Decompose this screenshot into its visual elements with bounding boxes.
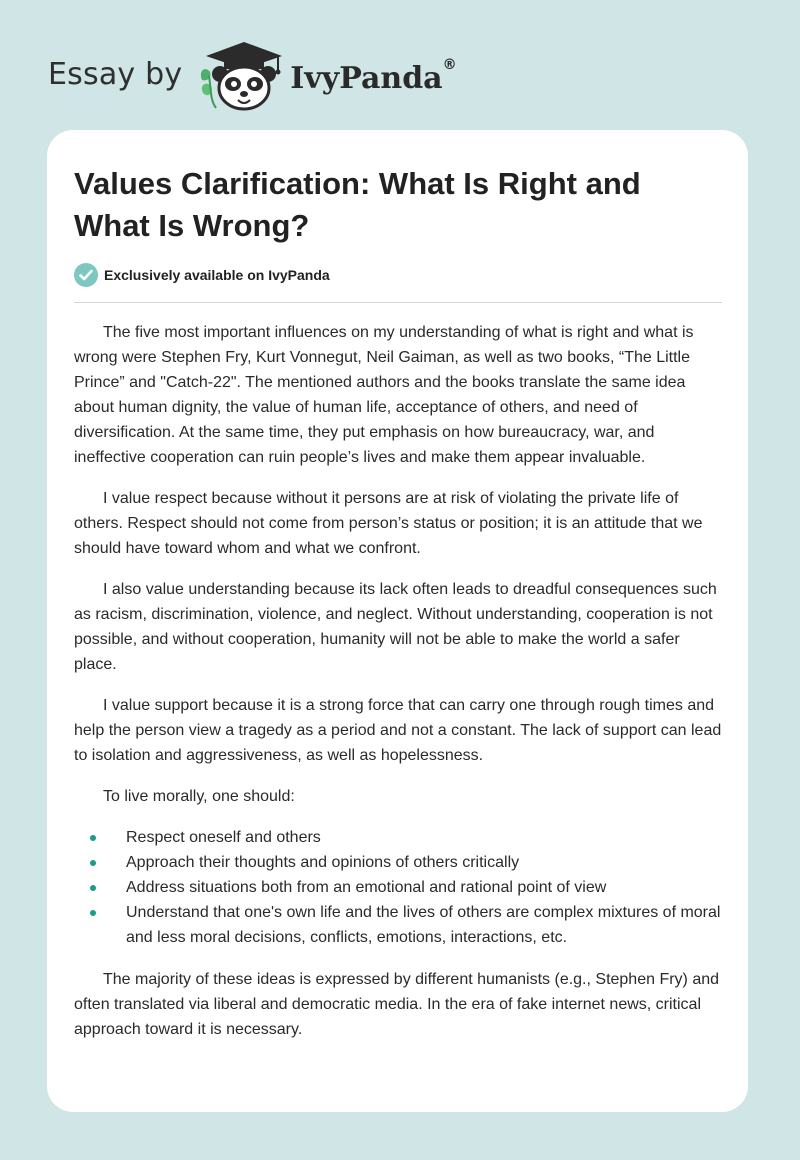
list-item: Approach their thoughts and opinions of others critically	[126, 850, 724, 875]
exclusive-label: Exclusively available on IvyPanda	[104, 267, 330, 283]
list-item: Understand that one's own life and the lives of others are complex mixtures of moral and less moral decisions, conflicts, emotions, interactions, etc.	[126, 900, 724, 950]
list-item: Address situations both from an emotional and rational point of view	[126, 875, 724, 900]
paragraph: The five most important influences on my understanding of what is right and what is wrong were Stephen Fry, Kurt Vonnegut, Neil Gaiman, as well as two books, “The Little Prince” and "Catch-22". The mentioned authors and the books translate the same idea about human dignity, the value of human life, acceptance of others, and need of diversification. At the same time, they put emphasis on how bureaucracy, war, and ineffective cooperation can ruin people’s lives and make them appear invaluable.	[74, 324, 694, 466]
paragraph: I value support because it is a strong force that can carry one through rough times and help the person view a tragedy as a period and not a constant. The lack of support can lead to isolation and aggressiveness, as well as hopelessness.	[74, 697, 722, 764]
list-item: Respect oneself and others	[126, 825, 724, 850]
paragraph: I also value understanding because its lack often leads to dreadful consequences such as racism, discrimination, violence, and neglect. Without understanding, cooperation is not possible, and without cooperation, humanity will not be able to make the world a safer place.	[74, 581, 717, 673]
page-title: Values Clarification: What Is Right and What Is Wrong?	[74, 166, 641, 243]
paragraph: I value respect because without it persons are at risk of violating the private life of others. Respect should not come from person’s status or position; it is an attitude that we should have toward whom and what we confront.	[74, 490, 703, 557]
brand-name[interactable]: IvyPanda®	[290, 56, 457, 96]
registered-mark: ®	[442, 56, 457, 73]
paragraph: The majority of these ideas is expressed by different humanists (e.g., Stephen Fry) and often translated via liberal and democratic media. In the era of fake internet news, critical approach toward it is necessary.	[74, 971, 720, 1038]
ivypanda-logo-icon[interactable]	[198, 36, 284, 112]
site-header	[48, 34, 457, 114]
check-icon	[74, 263, 98, 287]
essay-card	[47, 130, 748, 1112]
essay-by-label: Essay by	[48, 56, 183, 92]
list-intro: To live morally, one should:	[103, 788, 295, 805]
essay-body	[74, 320, 724, 1058]
divider	[74, 302, 722, 303]
moral-guidelines-list	[74, 825, 724, 950]
exclusive-badge	[74, 263, 330, 287]
